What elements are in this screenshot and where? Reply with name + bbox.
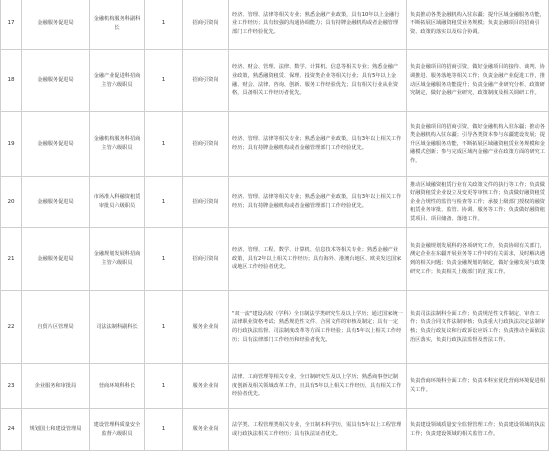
department-cell: 金融服务促进局 <box>22 50 90 112</box>
row-number-cell: 21 <box>1 228 22 291</box>
headcount-cell: 1 <box>145 177 183 228</box>
post-type-cell: 招商引资岗 <box>183 177 229 228</box>
row-number-cell: 20 <box>1 177 22 228</box>
position-cell: 金融产业促进科招商主管六级职员 <box>90 50 145 112</box>
headcount-cell: 1 <box>145 50 183 112</box>
table-row <box>1 291 549 364</box>
row-number-cell: 19 <box>1 112 22 177</box>
position-cell: 金融机构服务科副科长 <box>90 0 145 50</box>
table-row <box>1 228 549 291</box>
position-cell: 金融机构服务科招商主管六级职员 <box>90 112 145 177</box>
department-cell: 企业服务和审批局 <box>22 364 90 409</box>
post-type-cell: 服务企业岗 <box>183 364 229 409</box>
headcount-cell: 1 <box>145 112 183 177</box>
table-row <box>1 177 549 228</box>
row-number-cell: 17 <box>1 0 22 50</box>
headcount-cell: 1 <box>145 364 183 409</box>
duties-cell: 负责推动各类金融机构入驻东疆；提升区域金融服务功能，不断拓展区域融资租赁业务规模；负责金融项目的招商引资、政策的落实以及综合协调。 <box>407 0 549 50</box>
row-number-cell: 24 <box>1 409 22 451</box>
requirements-cell: 经济、管理、法律等相关专业；熟悉金融产业政策，具有10年以上金融行业工作经历；具有较强的沟通协调能力；具有持牌金融机构或者金融管理部门工作经验优先。 <box>229 0 407 50</box>
duties-cell: 负责金融项目的招商引资，做好金融机构入驻东疆；推动各类金融机构入驻东疆；引导各类资本参与东疆建设发展；提升区域金融服务功能，不断拓展区域融资租赁业务规模和金融模式创新；参与完成区域内金融产业在政策方面的研究工作。 <box>407 112 549 177</box>
headcount-cell: 1 <box>145 0 183 50</box>
duties-cell: 推动区域融资租赁行业有关政策文件的执行等工作；负责做好融资租赁企业设立及变更等审核工作；负责做好融资租赁企业合规性的监管与检查等工作；承接上级部门授权的融资租赁业务审批、监管、协调、服务等工作；负责做好融资租赁项目、项目储备、落地工作。 <box>407 177 549 228</box>
row-number-cell: 18 <box>1 50 22 112</box>
requirements-cell: 经济、管理、法律等相关专业；熟悉金融产业政策，具有3年以上相关工作经历；具有持牌金融机构或者金融管理部门工作经验优先。 <box>229 112 407 177</box>
row-number-cell: 22 <box>1 291 22 364</box>
row-number-cell: 23 <box>1 364 22 409</box>
headcount-cell: 1 <box>145 228 183 291</box>
position-cell: 司法法制科副科长 <box>90 291 145 364</box>
position-cell: 金融规划发展科招商主管六级职员 <box>90 228 145 291</box>
department-cell: 金融服务促进局 <box>22 112 90 177</box>
post-type-cell: 招商引资岗 <box>183 112 229 177</box>
table-row <box>1 364 549 409</box>
duties-cell: 负责建设领域质量安全监督管理工作；负责建设领域的执法工作；负责建设领域的相关监管工作。 <box>407 409 549 451</box>
table-row <box>1 50 549 112</box>
department-cell: 金融服务促进局 <box>22 0 90 50</box>
post-type-cell: 招商引资岗 <box>183 50 229 112</box>
duties-cell: 负责金融规划发展科的各项研究工作，负责协调有关部门，测定企业在东疆开展业务等工作中的有关需求，及时解决遇到的相关问题；负责金融规划的制定，做好金融发展与政策研究工作；负责相关上级部门的汇报工作。 <box>407 228 549 291</box>
headcount-cell: 1 <box>145 409 183 451</box>
table-body <box>1 0 549 451</box>
table-row <box>1 0 549 50</box>
requirements-cell: 经济、管理、工程、数学、计算机、信息技术等相关专业；熟悉金融产业政策，具有2年以上相关工作经历；具有海外、港澳台地区、欧美发达国家或地区工作经验者优先。 <box>229 228 407 291</box>
table-row <box>1 112 549 177</box>
position-cell: 营商环境科科长 <box>90 364 145 409</box>
post-type-cell: 服务企业岗 <box>183 409 229 451</box>
position-cell: 市场准入科融资租赁审批员六级职员 <box>90 177 145 228</box>
post-type-cell: 招商引资岗 <box>183 0 229 50</box>
department-cell: 金融服务促进局 <box>22 228 90 291</box>
post-type-cell: 服务企业岗 <box>183 291 229 364</box>
post-type-cell: 招商引资岗 <box>183 228 229 291</box>
requirements-cell: 经济、管理、法律等相关专业；熟悉金融产业政策，具有3年以上相关工作经历；具有持牌金融机构或者金融管理部门工作经验优先。 <box>229 177 407 228</box>
requirements-cell: 经济、财会、管理、法律、数学、计算机、信息等相关专业；熟悉金融产业政策，熟悉融资租赁、保理、投资类企业等相关行业；具有5年以上金融、财会、法律、咨询、创新、服务工作经验优先；具有相关行业从业资格，具备相关工作经历者优先。 <box>229 50 407 112</box>
duties-cell: 负责金融项目的招商引资，做好金融项目的接待、谈判、协调推进、服务落地等相关工作；负责金融产业促进工作，推动区域金融服务功能提升；负责金融产业研究分析、政策研究制定，做好金融产业研究，政策制度及相关调研工作。 <box>407 50 549 112</box>
position-cell: 建设管理科质量安全监督六级职员 <box>90 409 145 451</box>
duties-cell: 负责营商环境科全面工作；负责本科室优化营商环境促进相关工作。 <box>407 364 549 409</box>
department-cell: 规划国土和建设管理局 <box>22 409 90 451</box>
requirements-cell: "双一流"建设高校（学科）全日制法学类研究生及以上学历；通过国家统一法律职业资格考试；熟悉规范性文件、合同文件的审核及制定；具有一定的行政执法监督、司法制度改革等方面工作经验；具有5年以上相关工作经历；具有法律部门工作经历和经验者优先。 <box>229 291 407 364</box>
duties-cell: 负责司法法制科全面工作；负责规范性文件制定、审查工作；负责合同文件法制审核；负责重大行政执法决定法制审核；负责行政复议和行政诉讼应诉工作；负责推动全面依法治区落实，负责行政执法监督及普法工作。 <box>407 291 549 364</box>
requirements-cell: 法学类、工程管理类相关专业，全日制本科学历，需具有5年以上工程管理或行政执法相关工作经历；具有执法证者优先。 <box>229 409 407 451</box>
headcount-cell: 1 <box>145 291 183 364</box>
table-row <box>1 409 549 451</box>
department-cell: 自贸片区管理局 <box>22 291 90 364</box>
requirements-cell: 法律、工商管理等相关专业，全日制研究生及以上学历；熟悉商事登记制度创新及相关领域改革工作，且具有5年以上相关工作经历，具有相关工作经验者优先。 <box>229 364 407 409</box>
department-cell: 金融服务促进局 <box>22 177 90 228</box>
